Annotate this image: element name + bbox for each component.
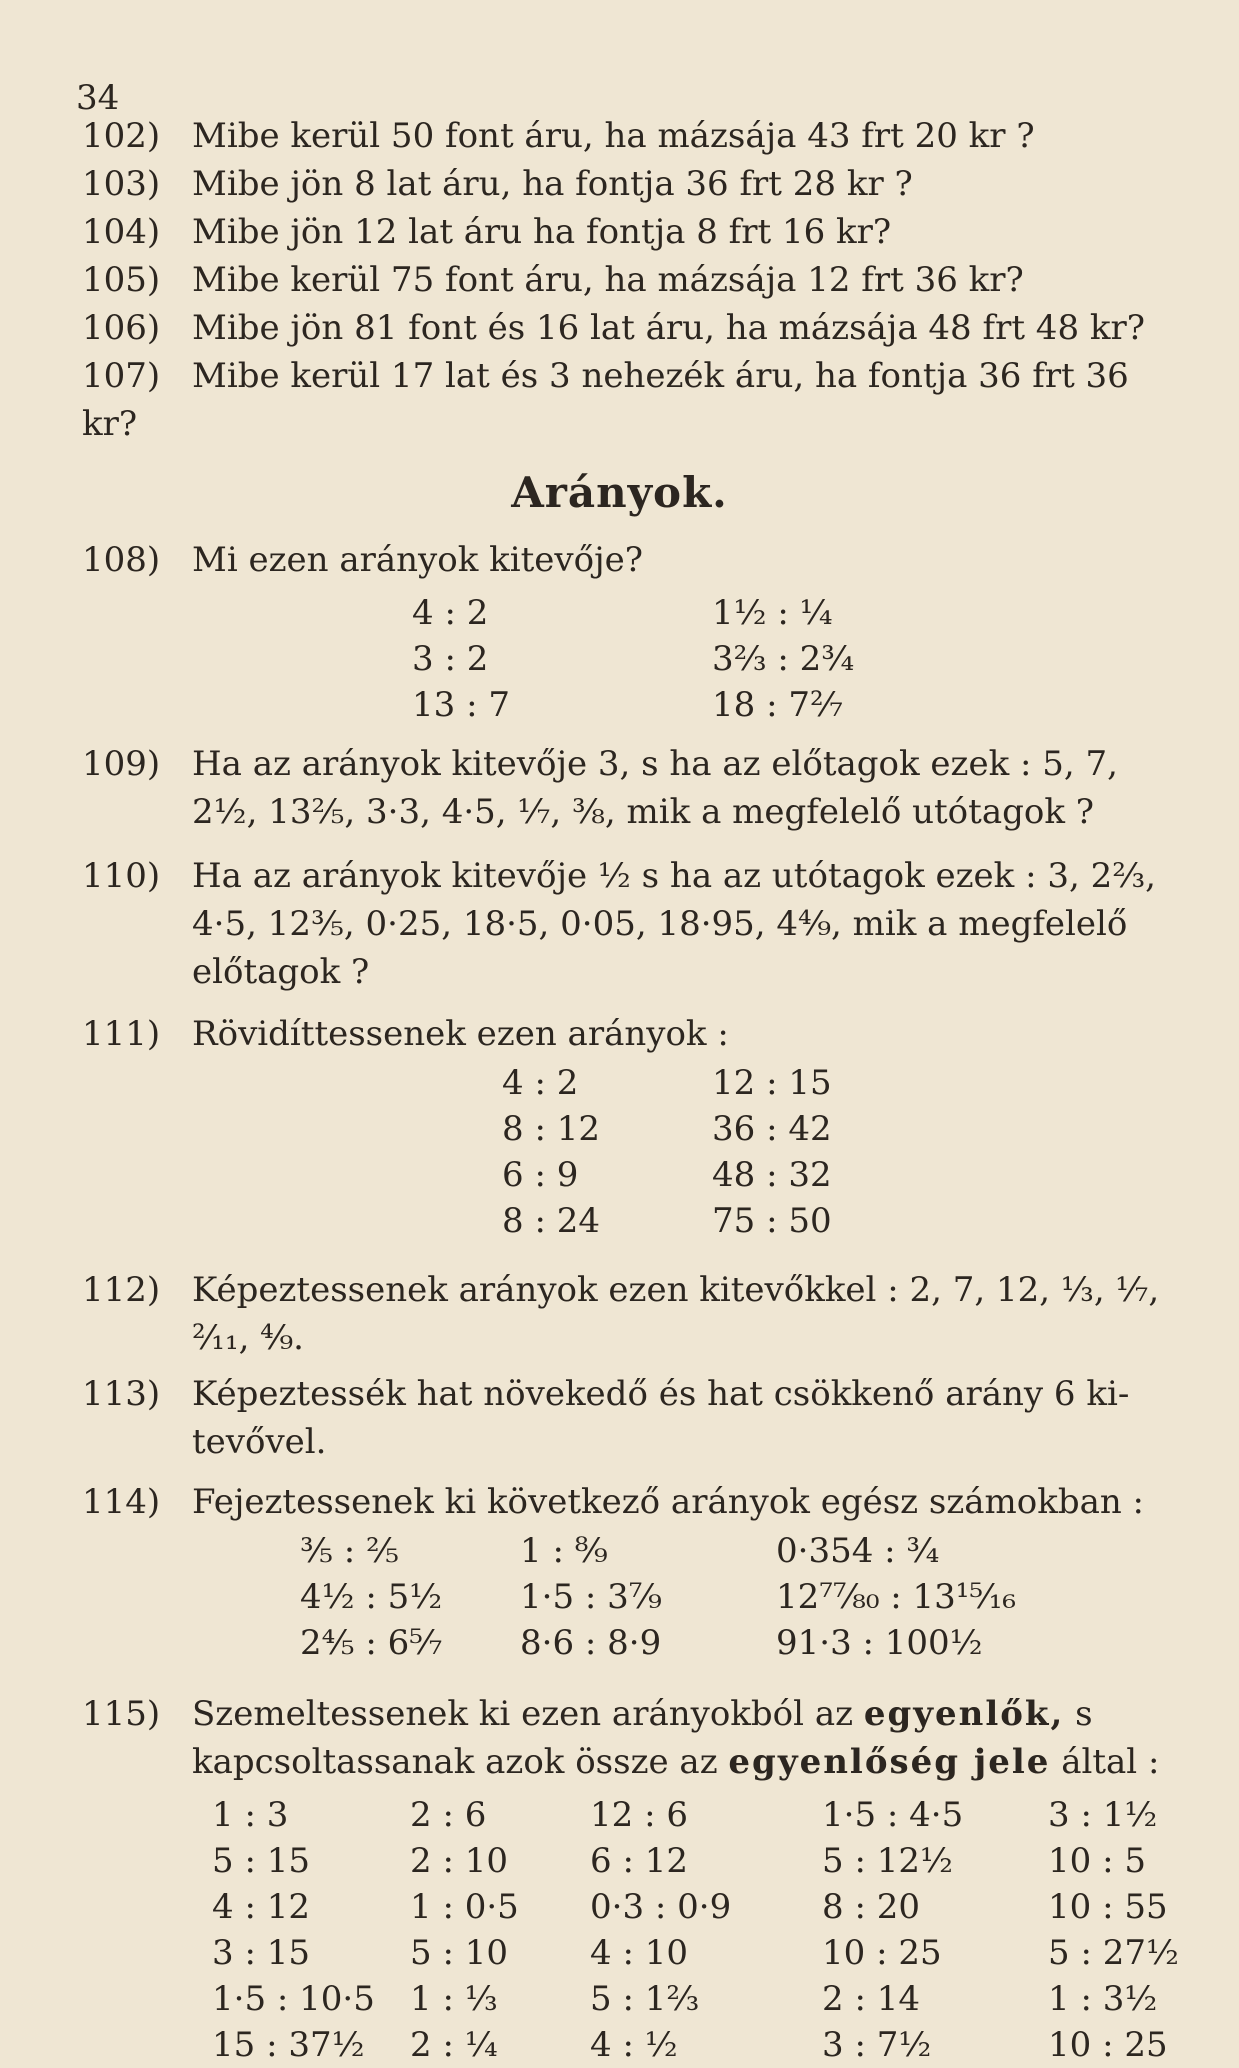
problem-103 — [82, 160, 1189, 208]
ratio-column-5 — [1048, 1792, 1179, 2068]
problem-text: Rövidíttessenek ezen arányok : — [192, 1014, 729, 1054]
problem-text-line: előtagok ? — [192, 952, 370, 992]
problem-104 — [82, 208, 1189, 256]
problem-text: Mibe jön 81 font és 16 lat áru, ha mázsája 48 frt 48 kr? — [192, 308, 1145, 348]
ratio: 8 : 20 — [822, 1887, 920, 1927]
ratio: 8 : 12 — [502, 1109, 600, 1149]
ratio: 8 : 24 — [502, 1201, 600, 1241]
ratio: 5 : 15 — [212, 1841, 310, 1881]
ratio: 12⁷⁷⁄₈₀ : 13¹⁵⁄₁₆ — [776, 1577, 1016, 1617]
problem-110 — [82, 852, 1189, 996]
ratio: 1·5 : 4·5 — [822, 1795, 964, 1835]
ratio: ⅗ : ⅖ — [300, 1531, 399, 1571]
ratio: 6 : 9 — [502, 1155, 579, 1195]
ratio-column-4 — [822, 1792, 963, 2068]
ratio: 5 : 27½ — [1048, 1933, 1179, 1973]
problem-number: 102) — [82, 116, 161, 156]
problem-text: Fejeztessenek ki következő arányok egész számokban : — [192, 1482, 1145, 1522]
ratio-column-1 — [300, 1528, 442, 1666]
problem-text: Mi ezen arányok kitevője? — [192, 540, 643, 580]
ratio: 2 : 14 — [822, 1979, 920, 2019]
problem-number: 104) — [82, 212, 161, 252]
ratio: 1 : 3 — [212, 1795, 289, 1835]
ratio: 4 : 2 — [502, 1063, 579, 1103]
ratio: 0·3 : 0·9 — [590, 1887, 732, 1927]
problem-109 — [82, 740, 1189, 836]
problem-number: 108) — [82, 540, 161, 580]
problem-105 — [82, 256, 1189, 304]
problem-108 — [82, 536, 1189, 584]
ratio: 75 : 50 — [712, 1201, 832, 1241]
ratio: 1·5 : 3⁷⁄₉ — [520, 1577, 662, 1617]
problem-number: 113) — [82, 1374, 161, 1414]
ratio: 10 : 25 — [822, 1933, 942, 1973]
problem-112 — [82, 1266, 1189, 1362]
ratio: 5 : 12½ — [822, 1841, 953, 1881]
problem-number: 106) — [82, 308, 161, 348]
ratio-column-1 — [212, 1792, 375, 2068]
problem-text-part: s — [1075, 1694, 1093, 1734]
ratio: 3 : 15 — [212, 1933, 310, 1973]
ratio: 48 : 32 — [712, 1155, 832, 1195]
problem-text-line: Ha az arányok kitevője 3, s ha az előtagok ezek : 5, 7, — [192, 744, 1118, 784]
problem-text-line: Ha az arányok kitevője ½ s ha az utótagok ezek : 3, 2⅔, — [192, 856, 1156, 896]
ratio: 5 : 10 — [410, 1933, 508, 1973]
ratio: 4 : 12 — [212, 1887, 310, 1927]
ratio: 4½ : 5½ — [300, 1577, 443, 1617]
problem-115 — [82, 1690, 1189, 1786]
problem-number: 110) — [82, 856, 161, 896]
problem-107 — [82, 352, 1189, 448]
problem-text-line: tevővel. — [192, 1422, 327, 1462]
problem-text: Mibe jön 8 lat áru, ha fontja 36 frt 28 kr ? — [192, 164, 913, 204]
ratio-column-left — [412, 590, 510, 728]
ratio: 1 : ⁸⁄₉ — [520, 1531, 608, 1571]
ratio-column-2 — [520, 1528, 662, 1666]
ratio: 8·6 : 8·9 — [520, 1623, 662, 1663]
ratio-column-right — [712, 590, 854, 728]
problem-102 — [82, 112, 1189, 160]
ratio: 4 : 2 — [412, 593, 489, 633]
ratio: 10 : 5 — [1048, 1841, 1146, 1881]
ratio: 1 : 3½ — [1048, 1979, 1158, 2019]
problem-114 — [82, 1478, 1189, 1526]
ratio: 6 : 12 — [590, 1841, 688, 1881]
problem-number: 103) — [82, 164, 161, 204]
problem-number: 109) — [82, 744, 161, 784]
problem-number: 107) — [82, 356, 161, 396]
problem-number: 111) — [82, 1014, 161, 1054]
problem-106 — [82, 304, 1189, 352]
problem-text-part: kapcsoltassanak azok össze az — [192, 1742, 718, 1782]
problem-113 — [82, 1370, 1189, 1466]
ratio: 1½ : ¼ — [712, 593, 833, 633]
problem-text-line: 2½, 13⅖, 3·3, 4·5, ⅐, ⅜, mik a megfelelő utótagok ? — [192, 792, 1094, 832]
ratio-column-3 — [590, 1792, 731, 2068]
ratio: 3 : 7½ — [822, 2025, 932, 2065]
ratio: 5 : 1⅔ — [590, 1979, 700, 2019]
ratio: 12 : 15 — [712, 1063, 832, 1103]
ratio: 3 : 1½ — [1048, 1795, 1158, 1835]
emphasized-term: egyenlők, — [863, 1694, 1065, 1734]
ratio: 2 : 6 — [410, 1795, 487, 1835]
ratio: 10 : 55 — [1048, 1887, 1168, 1927]
emphasized-term: egyenlőség jele — [728, 1742, 1051, 1782]
ratio-column-left — [502, 1060, 600, 1244]
problem-text-part: által : — [1061, 1742, 1160, 1782]
page-number: 34 — [76, 78, 120, 118]
problem-text: Mibe kerül 17 lat és 3 nehezék áru, ha fontja 36 frt 36 kr? — [82, 356, 1129, 444]
ratio: 4 : 10 — [590, 1933, 688, 1973]
problem-111 — [82, 1010, 1189, 1058]
ratio: 2 : ¼ — [410, 2025, 498, 2065]
problem-text-line: Képeztessék hat növekedő és hat csökkenő arány 6 ki- — [192, 1374, 1130, 1414]
ratio: 91·3 : 100½ — [776, 1623, 983, 1663]
ratio: 2 : 10 — [410, 1841, 508, 1881]
ratio: 12 : 6 — [590, 1795, 688, 1835]
ratio: 2⅘ : 6⁵⁄₇ — [300, 1623, 443, 1663]
ratio: 13 : 7 — [412, 685, 510, 725]
ratio-column-3 — [776, 1528, 1016, 1666]
ratio: 1·5 : 10·5 — [212, 1979, 375, 2019]
ratio: 36 : 42 — [712, 1109, 832, 1149]
ratio: 3 : 2 — [412, 639, 489, 679]
problem-text-line: 4·5, 12⅗, 0·25, 18·5, 0·05, 18·95, 4⁴⁄₉, mik a megfelelő — [192, 904, 1128, 944]
problem-number: 114) — [82, 1482, 161, 1522]
problem-text: Mibe jön 12 lat áru ha fontja 8 frt 16 kr? — [192, 212, 892, 252]
ratio: 10 : 25 — [1048, 2025, 1168, 2065]
problem-text-part: Szemeltessenek ki ezen arányokból az — [192, 1694, 854, 1734]
ratio: 1 : 0·5 — [410, 1887, 519, 1927]
ratio: 0·354 : ¾ — [776, 1531, 940, 1571]
problem-text-line: Képeztessenek arányok ezen kitevőkkel : 2, 7, 12, ⅓, ⅐, — [192, 1270, 1160, 1310]
ratio: 4 : ½ — [590, 2025, 678, 2065]
ratio: 3⅔ : 2¾ — [712, 639, 855, 679]
ratio: 18 : 7²⁄₇ — [712, 685, 843, 725]
ratio-column-2 — [410, 1792, 519, 2068]
ratio: 15 : 37½ — [212, 2025, 365, 2065]
problem-number: 112) — [82, 1270, 161, 1310]
section-heading: Arányok. — [511, 468, 728, 517]
problem-text: Mibe kerül 50 font áru, ha mázsája 43 frt 20 kr ? — [192, 116, 1035, 156]
problem-text: Mibe kerül 75 font áru, ha mázsája 12 frt 36 kr? — [192, 260, 1024, 300]
ratio: 1 : ⅓ — [410, 1979, 498, 2019]
ratio-column-right — [712, 1060, 832, 1244]
problem-number: 115) — [82, 1694, 161, 1734]
problem-number: 105) — [82, 260, 161, 300]
problem-text-line: ²⁄₁₁, ⁴⁄₉. — [192, 1318, 304, 1358]
